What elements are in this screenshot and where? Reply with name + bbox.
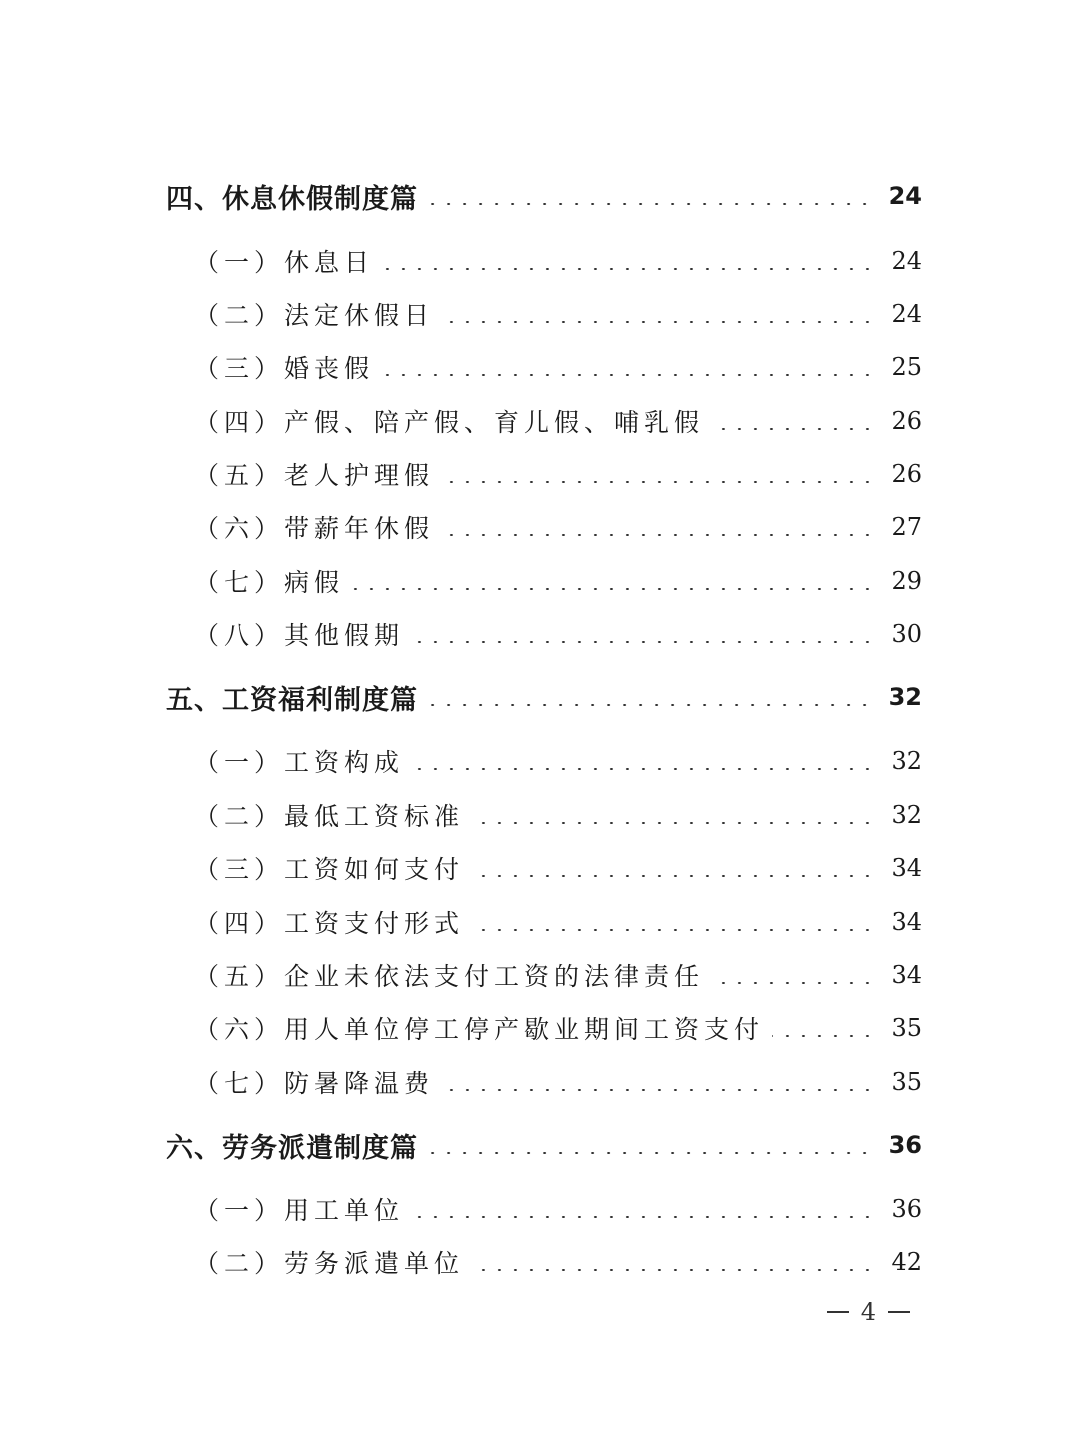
dot-leader	[712, 982, 875, 984]
dot-leader	[382, 268, 875, 270]
toc-section[interactable]	[0, 176, 1080, 216]
dash-right	[888, 1311, 910, 1313]
toc-item[interactable]	[0, 955, 1080, 995]
page-number: 4	[860, 1298, 876, 1326]
toc-page: 42	[891, 1248, 922, 1276]
toc-label: 四、休息休假制度篇	[166, 183, 418, 215]
page-footer	[0, 1298, 1080, 1326]
toc-page: 26	[891, 460, 922, 488]
dot-leader	[412, 641, 875, 643]
toc-label: （二）最低工资标准	[194, 802, 465, 831]
toc-label: （七）防暑降温费	[194, 1069, 435, 1098]
dot-leader	[472, 1269, 875, 1271]
dot-leader	[352, 588, 875, 590]
toc-item[interactable]	[0, 507, 1080, 547]
dot-leader	[442, 534, 875, 536]
toc-item[interactable]	[0, 1242, 1080, 1282]
toc-page: 27	[891, 513, 922, 541]
dot-leader	[412, 1216, 875, 1218]
toc-item[interactable]	[0, 454, 1080, 494]
toc-item[interactable]	[0, 614, 1080, 654]
dot-leader	[412, 768, 875, 770]
toc-item[interactable]	[0, 1189, 1080, 1229]
toc-item[interactable]	[0, 1062, 1080, 1102]
toc-label: （二）劳务派遣单位	[194, 1249, 465, 1278]
dot-leader	[426, 704, 873, 706]
toc-page: 32	[891, 747, 922, 775]
toc-item[interactable]	[0, 902, 1080, 942]
dot-leader	[472, 875, 875, 877]
dot-leader	[442, 481, 875, 483]
toc-page: 35	[891, 1068, 922, 1096]
toc-label: （七）病假	[194, 568, 345, 597]
toc-item[interactable]	[0, 561, 1080, 601]
toc-page: 25	[891, 353, 922, 381]
toc-page: 36	[888, 1131, 922, 1159]
dot-leader	[426, 1152, 873, 1154]
dot-leader	[442, 1089, 875, 1091]
toc-page: 29	[891, 567, 922, 595]
toc-label: （一）工资构成	[194, 748, 405, 777]
toc-page: 24	[891, 247, 922, 275]
dot-leader	[382, 374, 875, 376]
toc-page: 26	[891, 407, 922, 435]
toc-page: 32	[891, 801, 922, 829]
dot-leader	[712, 428, 875, 430]
toc-label: （六）带薪年休假	[194, 514, 435, 543]
toc-page: 24	[888, 182, 922, 210]
toc-label: （二）法定休假日	[194, 301, 435, 330]
toc-label: （五）企业未依法支付工资的法律责任	[194, 962, 705, 991]
toc-page: 34	[891, 908, 922, 936]
dot-leader	[472, 929, 875, 931]
toc-item[interactable]	[0, 1008, 1080, 1048]
toc-item[interactable]	[0, 347, 1080, 387]
toc-item[interactable]	[0, 741, 1080, 781]
toc-label: （五）老人护理假	[194, 461, 435, 490]
toc-item[interactable]	[0, 241, 1080, 281]
dot-leader	[772, 1035, 875, 1037]
toc-label: （四）产假、陪产假、育儿假、哺乳假	[194, 408, 705, 437]
toc-label: （四）工资支付形式	[194, 909, 465, 938]
toc-label: 五、工资福利制度篇	[166, 684, 418, 716]
dot-leader	[472, 822, 875, 824]
toc-label: （三）工资如何支付	[194, 855, 465, 884]
toc-page: 35	[891, 1014, 922, 1042]
toc-label: （八）其他假期	[194, 621, 405, 650]
toc-label: （一）休息日	[194, 248, 375, 277]
toc-label: （一）用工单位	[194, 1196, 405, 1225]
toc-page: 36	[891, 1195, 922, 1223]
toc-item[interactable]	[0, 294, 1080, 334]
dot-leader	[442, 321, 875, 323]
toc-page: 30	[891, 620, 922, 648]
toc-item[interactable]	[0, 848, 1080, 888]
toc-item[interactable]	[0, 401, 1080, 441]
dash-left	[827, 1311, 849, 1313]
toc-item[interactable]	[0, 795, 1080, 835]
toc-page: 34	[891, 961, 922, 989]
toc-page: 24	[891, 300, 922, 328]
toc-page: 32	[888, 683, 922, 711]
toc-section[interactable]	[0, 1125, 1080, 1165]
toc-page: 34	[891, 854, 922, 882]
toc-section[interactable]	[0, 677, 1080, 717]
toc-label: （三）婚丧假	[194, 354, 375, 383]
dot-leader	[426, 203, 873, 205]
toc-label: （六）用人单位停工停产歇业期间工资支付	[194, 1015, 765, 1044]
toc-label: 六、劳务派遣制度篇	[166, 1132, 418, 1164]
